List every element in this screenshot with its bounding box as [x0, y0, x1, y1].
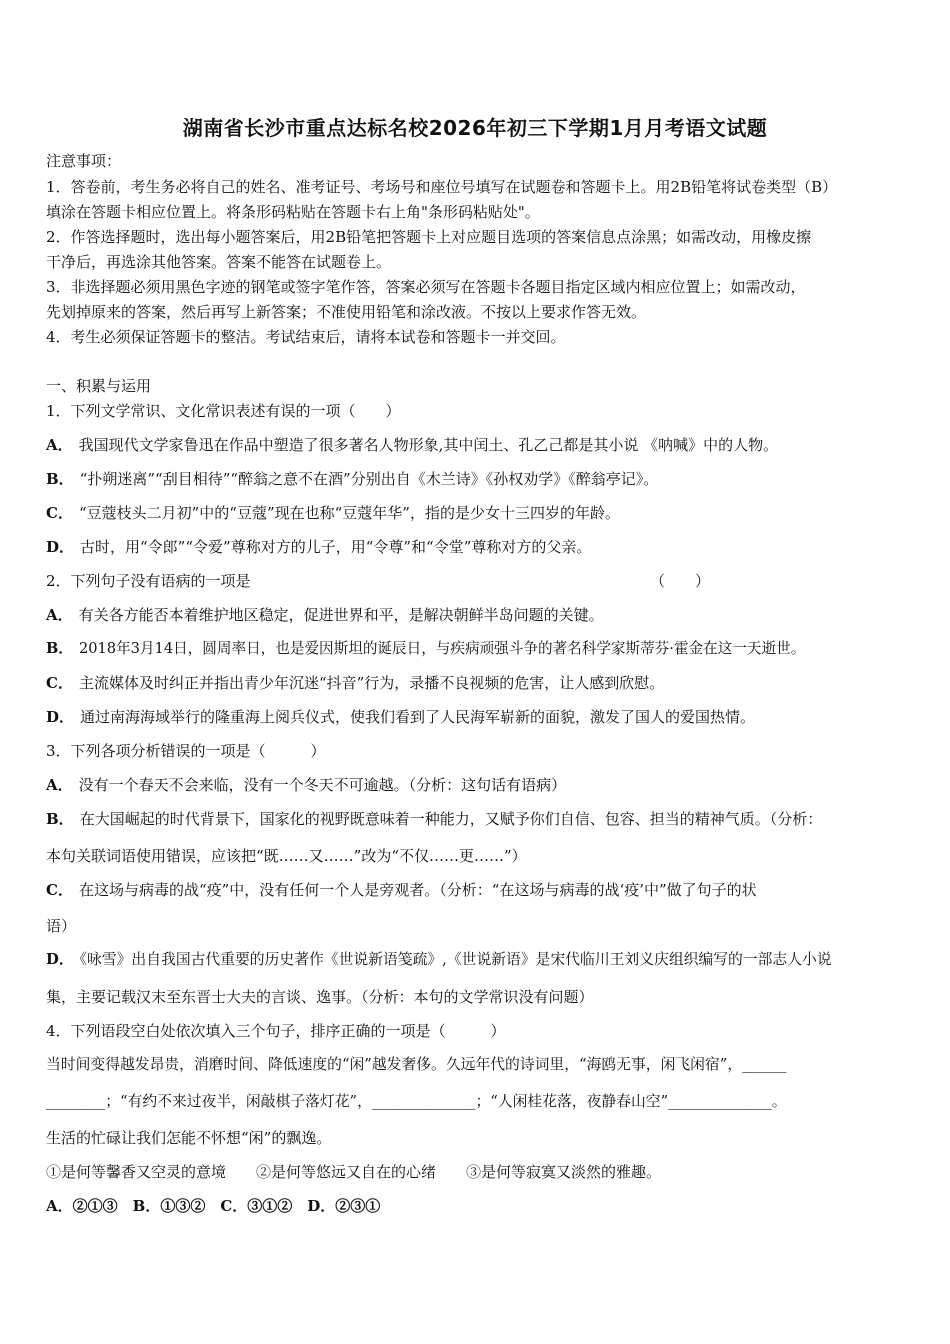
- option-text: 没有一个春天不会来临，没有一个冬天不可逾越。（分析：这句话有语病）: [78, 776, 567, 794]
- question-1-option-a: [46, 435, 778, 455]
- notes-line: 填涂在答题卡相应位置上。将条形码粘贴在答题卡右上角"条形码粘贴处"。: [46, 203, 540, 221]
- option-label: D．: [46, 538, 75, 556]
- question-3-option-c-cont: 语）: [46, 917, 77, 935]
- question-3-option-b-cont: 本句关联词语使用错误，应该把“既……又……”改为“不仅……更……”）: [46, 847, 527, 865]
- question-2-option-b: [46, 639, 805, 659]
- question-2-option-a: [46, 605, 604, 625]
- option-text: 在大国崛起的时代背景下，国家化的视野既意味着一种能力，又赋予你们自信、包容、担当的精神气质。（分析：: [79, 810, 823, 828]
- notes-heading: 注意事项：: [46, 152, 122, 170]
- option-text: 主流媒体及时纠正并指出青少年沉迷“抖音”行为，录播不良视频的危害，让人感到欣慰。: [78, 674, 665, 692]
- option-label: B．: [46, 640, 73, 657]
- notes-line: 2．作答选择题时，选出每小题答案后，用2B铅笔把答题卡上对应题目选项的答案信息点涂黑；如需改动，用橡皮擦: [46, 228, 812, 246]
- question-2-option-d: [46, 707, 755, 727]
- notes-line: 4．考生必须保证答题卡的整洁。考试结束后，请将本试卷和答题卡一并交回。: [46, 328, 566, 346]
- question-4-passage-line: ________；“有约不来过夜半，闲敲棋子落灯花”，______________；“人闲桂花落，夜静春山空”______________。: [46, 1093, 787, 1110]
- section-heading: 一、积累与运用: [46, 377, 152, 395]
- notes-line: 先划掉原来的答案，然后再写上新答案；不准使用铅笔和涂改液。不按以上要求作答无效。: [46, 303, 647, 321]
- option-label: B．: [46, 470, 74, 488]
- option-label: A．: [46, 776, 73, 794]
- option-label: D．: [46, 951, 74, 968]
- option-text: 有关各方能否本着维护地区稳定，促进世界和平，是解决朝鲜半岛问题的关键。: [78, 606, 604, 624]
- option-text: 我国现代文学家鲁迅在作品中塑造了很多著名人物形象,其中闰土、孔乙己都是其小说 《呐喊》中的人物。: [78, 436, 779, 454]
- option-label: B．: [46, 810, 74, 828]
- option-label: C．: [46, 881, 73, 899]
- option-label: A．: [46, 436, 73, 454]
- question-3-stem: 3．下列各项分析错误的一项是（ ）: [46, 742, 326, 760]
- question-4-stem: 4．下列语段空白处依次填入三个句子，排序正确的一项是（ ）: [46, 1022, 506, 1040]
- question-3-option-a: [46, 775, 566, 795]
- option-text: 通过南海海域举行的隆重海上阅兵仪式，使我们看到了人民海军崭新的面貌，激发了国人的爱国热情。: [80, 708, 756, 726]
- notes-line: 1．答卷前，考生务必将自己的姓名、准考证号、考场号和座位号填写在试题卷和答题卡上。用2B铅笔将试卷类型（B）: [46, 178, 838, 196]
- question-3-option-d-cont: 集，主要记载汉末至东晋士大夫的言谈、逸事。（分析：本句的文学常识没有问题）: [46, 988, 594, 1006]
- exam-title: 湖南省长沙市重点达标名校2026年初三下学期1月月考语文试题: [182, 116, 768, 140]
- notes-line: 干净后，再选涂其他答案。答案不能答在试题卷上。: [46, 253, 392, 271]
- option-text: 2018年3月14日，圆周率日，也是爱因斯坦的诞辰日，与疾病顽强斗争的著名科学家斯蒂芬·霍金在这一天逝世。: [78, 640, 806, 657]
- question-4-passage-line: 生活的忙碌让我们怎能不怀想“闲”的飘逸。: [46, 1129, 332, 1147]
- option-text: 古时，用“令郎”“令爱”尊称对方的儿子，用“令尊”和“令堂”尊称对方的父亲。: [80, 538, 592, 556]
- question-4-choices: A．②①③ B．①③② C．③①② D．②③①: [46, 1197, 381, 1215]
- question-4-sentences: ①是何等馨香又空灵的意境 ②是何等悠远又自在的心绪 ③是何等寂寞又淡然的雅趣。: [46, 1163, 662, 1181]
- question-3-option-d: [46, 950, 832, 970]
- question-1-option-b: [46, 469, 658, 489]
- question-1-stem: 1．下列文学常识、文化常识表述有误的一项（ ）: [46, 402, 401, 420]
- question-2-stem-text: 2．下列句子没有语病的一项是: [46, 572, 251, 590]
- answer-parens: （ ）: [650, 572, 711, 590]
- question-2-stem: [46, 571, 906, 591]
- option-text: “扑朔迷离”“刮目相待”“醉翁之意不在酒”分别出自《木兰诗》《孙权劝学》《醉翁亭记》。: [79, 470, 659, 488]
- option-label: D．: [46, 708, 75, 726]
- option-text: 《咏雪》出自我国古代重要的历史著作《世说新语笺疏》,《世说新语》是宋代临川王刘义庆组织编写的一部志人小说: [79, 951, 832, 968]
- question-2-option-c: [46, 673, 664, 693]
- option-text: “豆蔻枝头二月初”中的“豆蔻”现在也称“豆蔻年华”，指的是少女十三四岁的年龄。: [78, 504, 620, 522]
- question-3-option-b: [46, 809, 822, 829]
- question-4-passage-line: 当时间变得越发昂贵，消磨时间、降低速度的“闲”越发奢侈。久远年代的诗词里，“海鸥无事，闲飞闲宿”，______: [46, 1056, 787, 1073]
- option-text: 在这场与病毒的战“疫”中，没有任何一个人是旁观者。（分析：“在这场与病毒的战‘疫’中”做了句子的状: [78, 881, 757, 899]
- question-1-option-c: [46, 503, 620, 523]
- option-label: C．: [46, 674, 73, 692]
- question-1-option-d: [46, 537, 591, 557]
- option-label: C．: [46, 504, 73, 522]
- option-label: A．: [46, 606, 73, 624]
- notes-line: 3．非选择题必须用黑色字迹的钢笔或签字笔作答，答案必须写在答题卡各题目指定区域内相应位置上；如需改动，: [46, 278, 806, 296]
- question-3-option-c: [46, 880, 757, 900]
